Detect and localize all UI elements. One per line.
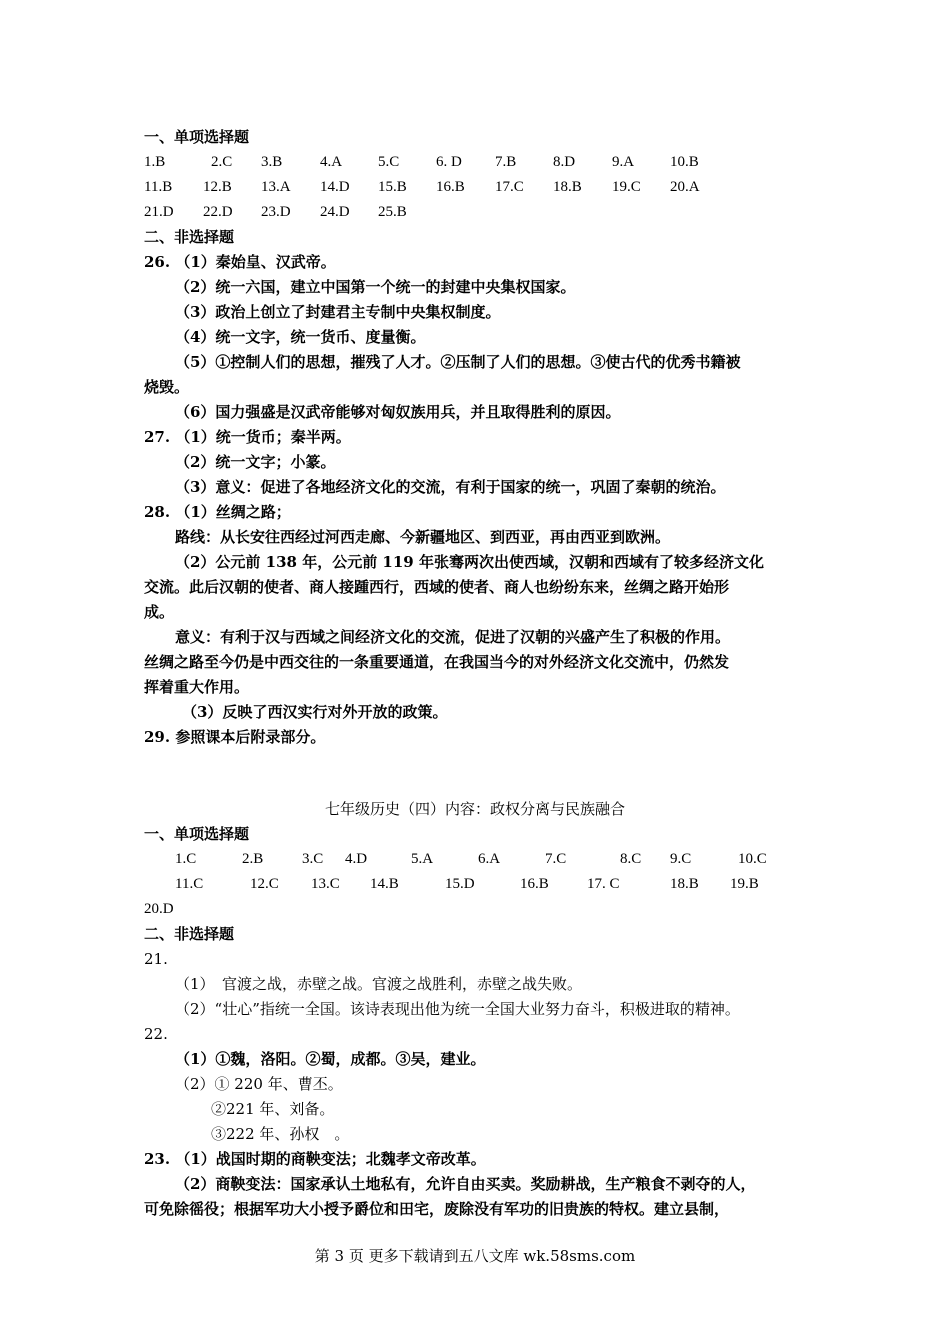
answer-cell: 20.A (670, 179, 700, 195)
answer-cell: 5.C (378, 154, 400, 170)
answer-cell: 12.C (250, 876, 279, 892)
answer-cell: 15.B (378, 179, 407, 195)
answer-cell: 9.C (670, 851, 692, 867)
answer-line: 21. (144, 950, 168, 968)
answer-cell: 3.C (302, 851, 324, 867)
answer-line: （2）统一文字；小篆。 (175, 453, 336, 471)
answer-line: 成。 (144, 603, 175, 621)
answer-line: 23. （1）战国时期的商鞅变法；北魏孝文帝改革。 (144, 1150, 486, 1168)
answer-line: ③222 年、孙权 。 (211, 1125, 350, 1143)
answer-cell: 17. C (587, 876, 620, 892)
answer-line: 29. 参照课本后附录部分。 (144, 728, 326, 746)
answer-cell: 10.C (738, 851, 767, 867)
answer-line: 烧毁。 (144, 378, 190, 396)
answer-cell: 10.B (670, 154, 699, 170)
answer-cell: 14.B (370, 876, 399, 892)
section-heading-single-choice: 一、单项选择题 (144, 128, 250, 146)
answer-cell: 18.B (553, 179, 582, 195)
answer-line: （6）国力强盛是汉武帝能够对匈奴族用兵，并且取得胜利的原因。 (175, 403, 621, 421)
answer-cell: 18.B (670, 876, 699, 892)
answer-cell: 2.B (242, 851, 264, 867)
answer-cell: 22.D (203, 204, 233, 220)
answer-line: （5）①控制人们的思想，摧残了人才。②压制了人们的思想。③使古代的优秀书籍被 (175, 353, 741, 371)
answer-cell: 1.C (175, 851, 197, 867)
answer-cell: 15.D (445, 876, 475, 892)
answer-line: 路线：从长安往西经过河西走廊、今新疆地区、到西亚，再由西亚到欧洲。 (175, 528, 671, 546)
answer-cell: 11.C (175, 876, 204, 892)
answer-line: （3）政治上创立了封建君主专制中央集权制度。 (175, 303, 501, 321)
answer-cell: 11.B (144, 179, 173, 195)
answer-cell: 12.B (203, 179, 232, 195)
answer-cell: 2.C (211, 154, 233, 170)
answer-line: ②221 年、刘备。 (211, 1100, 335, 1118)
answer-line: （2）① 220 年、曹丕。 (175, 1075, 343, 1093)
answer-cell: 8.D (553, 154, 576, 170)
answer-cell: 3.B (261, 154, 283, 170)
answer-line: （2）公元前 138 年，公元前 119 年张骞两次出使西域，汉朝和西域有了较多经济文化 (175, 553, 764, 571)
answer-cell: 1.B (144, 154, 166, 170)
answer-cell: 24.D (320, 204, 350, 220)
section-title: 七年级历史（四）内容：政权分离与民族融合 (324, 800, 625, 818)
answer-line: 挥着重大作用。 (144, 678, 250, 696)
answer-line: （1） 官渡之战，赤壁之战。官渡之战胜利，赤壁之战失败。 (175, 975, 583, 993)
answer-line: 28. （1）丝绸之路； (144, 503, 291, 521)
answer-cell: 16.B (436, 179, 465, 195)
answer-line: 丝绸之路至今仍是中西交往的一条重要通道，在我国当今的对外经济文化交流中，仍然发 (144, 653, 730, 671)
answer-cell: 5.A (411, 851, 434, 867)
answer-cell: 19.B (730, 876, 759, 892)
answer-cell: 7.B (495, 154, 517, 170)
answer-line: （1）①魏，洛阳。②蜀，成都。③吴，建业。 (175, 1050, 486, 1068)
section-heading-non-choice: 二、非选择题 (144, 228, 235, 246)
answer-cell: 19.C (612, 179, 641, 195)
answer-cell: 17.C (495, 179, 524, 195)
answer-cell: 6.A (478, 851, 501, 867)
page-footer: 第 3 页 更多下载请到五八文库 wk.58sms.com (314, 1247, 636, 1265)
answer-cell: 6. D (436, 154, 462, 170)
answer-line: 26. （1）秦始皇、汉武帝。 (144, 253, 336, 271)
answer-line: 意义：有利于汉与西域之间经济文化的交流，促进了汉朝的兴盛产生了积极的作用。 (175, 628, 731, 646)
answer-line: （3）反映了西汉实行对外开放的政策。 (182, 703, 448, 721)
answer-line: （2）统一六国，建立中国第一个统一的封建中央集权国家。 (175, 278, 576, 296)
answer-line: 可免除徭役；根据军功大小授予爵位和田宅，废除没有军功的旧贵族的特权。建立县制， (144, 1200, 730, 1218)
answer-cell: 25.B (378, 204, 407, 220)
answer-cell: 7.C (545, 851, 567, 867)
answer-line: 22. (144, 1025, 168, 1043)
answer-line: （4）统一文字，统一货币、度量衡。 (175, 328, 426, 346)
answer-cell: 9.A (612, 154, 635, 170)
answer-cell: 21.D (144, 204, 174, 220)
answer-cell: 4.D (345, 851, 368, 867)
answer-cell: 13.C (311, 876, 340, 892)
section-heading-non-choice: 二、非选择题 (144, 925, 235, 943)
answer-line: 交流。此后汉朝的使者、商人接踵西行，西域的使者、商人也纷纷东来，丝绸之路开始形 (144, 578, 730, 596)
answer-cell: 13.A (261, 179, 291, 195)
answer-line: （2）“壮心”指统一全国。该诗表现出他为统一全国大业努力奋斗，积极进取的精神。 (175, 1000, 740, 1018)
answer-line: （2）商鞅变法：国家承认土地私有，允许自由买卖。奖励耕战，生产粮食不剥夺的人， (175, 1175, 756, 1193)
answer-cell: 23.D (261, 204, 291, 220)
section-heading-single-choice: 一、单项选择题 (144, 825, 250, 843)
answer-line: （3）意义：促进了各地经济文化的交流，有利于国家的统一，巩固了秦朝的统治。 (175, 478, 726, 496)
answer-line: 27. （1）统一货币；秦半两。 (144, 428, 351, 446)
answer-cell: 4.A (320, 154, 343, 170)
answer-cell: 20.D (144, 901, 174, 917)
answer-cell: 14.D (320, 179, 350, 195)
answer-cell: 8.C (620, 851, 642, 867)
answer-cell: 16.B (520, 876, 549, 892)
